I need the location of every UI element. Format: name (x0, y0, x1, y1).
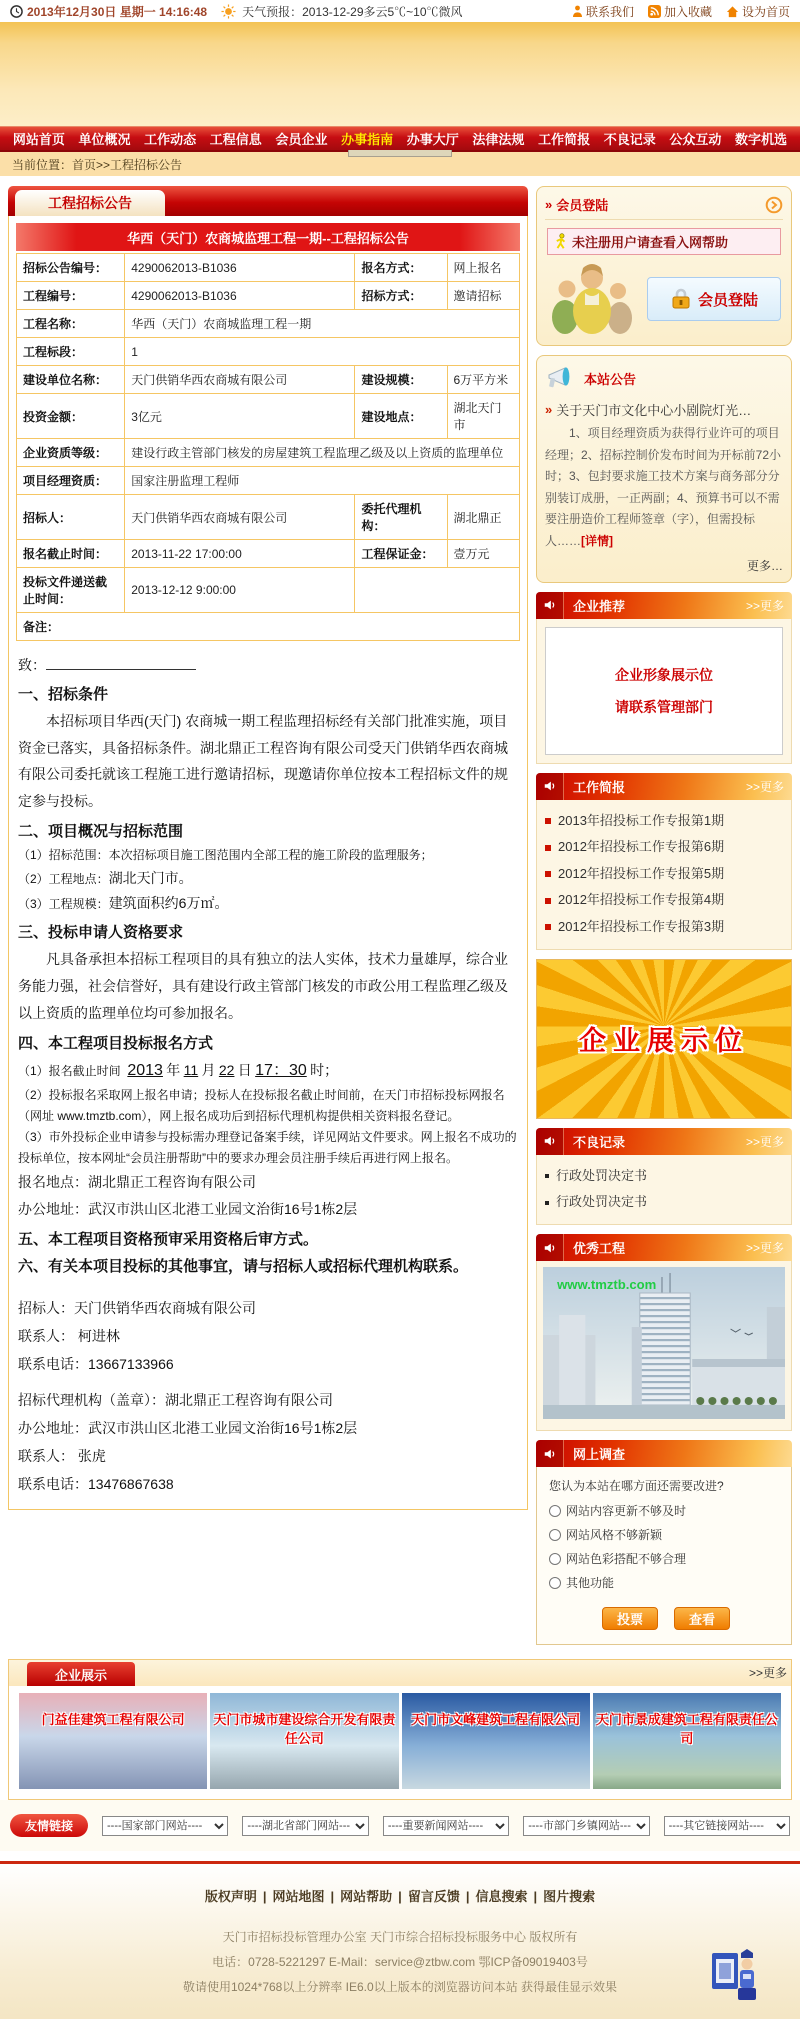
friend-link-select-national[interactable] (102, 1816, 228, 1836)
police-badge-icon[interactable] (708, 1943, 760, 2005)
nav-item-guide[interactable]: 办事指南 (341, 132, 394, 147)
survey-body (536, 1467, 792, 1645)
table-row (17, 254, 520, 282)
promo-placeholder: 企业形象展示位 请联系管理部门 (545, 627, 783, 755)
enterprise-showcase (8, 1659, 792, 1800)
footer (0, 1864, 800, 2019)
cell-value: 壹万元 (447, 540, 520, 568)
cell-value: 天门供销华西农商城有限公司 (125, 366, 355, 394)
radio-button[interactable] (549, 1553, 561, 1565)
cell-value: 网上报名 (447, 254, 520, 282)
set-homepage-link[interactable]: 设为首页 (726, 3, 790, 20)
cell-label: 投标文件递送截止时间： (17, 568, 125, 613)
excellent-projects-more-link[interactable]: >>更多 (745, 1241, 784, 1256)
detail-link[interactable]: [详情] (581, 533, 614, 548)
cell-value: 2013-12-12 9:00:00 (125, 568, 355, 613)
list-item[interactable]: 行政处罚决定书 (545, 1163, 783, 1190)
table-row (17, 282, 520, 310)
survey-section (536, 1440, 792, 1645)
breadcrumb: 当前位置：首页>>工程招标公告 (0, 152, 800, 176)
excellent-projects-header (536, 1234, 792, 1261)
contact-line: 联系电话：13476867638 (18, 1476, 174, 1493)
bad-records-header (536, 1128, 792, 1155)
excellent-projects-title: 优秀工程 (573, 1241, 626, 1257)
running-man-icon (553, 233, 568, 250)
view-results-button[interactable]: 查看 (674, 1607, 730, 1630)
cell-label: 建设单位名称： (17, 366, 125, 394)
nav-item-news[interactable]: 工作动态 (144, 132, 197, 147)
briefing-title: 工作简报 (573, 779, 626, 795)
speaker-icon (536, 773, 564, 800)
table-row (17, 439, 520, 467)
paragraph: 本招标项目华西(天门) 农商城一期工程监理招标经有关部门批准实施，项目资金已落实，具备招标条件。湖北鼎正工程咨询有限公司受天门供销华西农商城有限公司委托就该工程施工进行邀请招标，现邀请你单位按本工程招标文件的规定参与投标。 (18, 713, 508, 809)
speaker-icon (536, 1234, 564, 1261)
contact-icon (572, 5, 583, 18)
megaphone-icon (545, 364, 577, 392)
cell-value: 天门供销华西农商城有限公司 (125, 495, 355, 540)
notice-panel-body (8, 216, 528, 1510)
table-row (17, 495, 520, 540)
bad-records-section (536, 1128, 792, 1225)
cell-value: 建设行政主管部门核发的房屋建筑工程监理乙级及以上资质的监理单位 (125, 439, 520, 467)
bullet-icon (545, 1174, 549, 1178)
bullet-icon (545, 818, 551, 824)
speaker-icon (536, 592, 564, 619)
contact-line: 招标代理机构（盖章）：湖北鼎正工程咨询有限公司 (18, 1392, 333, 1409)
showcase-tab: 企业展示 (27, 1662, 135, 1686)
cell-value: 4290062013-B1036 (125, 282, 355, 310)
cell-label: 工程保证金： (355, 540, 447, 568)
friend-links-label: 友情链接 (10, 1814, 88, 1837)
table-row (17, 613, 520, 641)
table-row (17, 394, 520, 439)
notice-panel-tab: 工程招标公告 (15, 190, 165, 216)
members-illustration (547, 263, 639, 335)
sub-item: （3）工程规模：建筑面积约6万㎡。 (18, 894, 229, 911)
cell-value: 1 (125, 338, 520, 366)
register-help-link[interactable]: 未注册用户请查看入网帮助 (547, 228, 781, 255)
nav-item-projects[interactable]: 工程信息 (209, 132, 262, 147)
cell-label: 报名截止时间： (17, 540, 125, 568)
bullet-icon (545, 898, 551, 904)
cell-empty (355, 568, 520, 613)
section-heading: 三、投标申请人资格要求 (18, 924, 184, 942)
survey-option[interactable]: 网站风格不够新颖 (549, 1526, 783, 1543)
cell-label: 工程名称： (17, 310, 125, 338)
contact-line: 招标人：天门供销华西农商城有限公司 (18, 1300, 256, 1317)
cell-label: 委托代理机构： (355, 495, 447, 540)
speaker-icon (536, 1128, 564, 1155)
list-item[interactable]: 行政处罚决定书 (545, 1189, 783, 1216)
footer-link-sitemap[interactable]: 网站地图 (272, 1889, 325, 1905)
excellent-projects-section (536, 1234, 792, 1431)
survey-option[interactable]: 其他功能 (549, 1574, 783, 1591)
announcement-body: 1、项目经理资质为获得行业许可的项目经理；2、招标控制价发布时间为开标前72小时；3、包封要求施工技术方案与商务部分分别装订成册，一正两副；4、预算书可以不需要注册造价工程师签章（字），但需投标人……[详情] (545, 426, 782, 548)
nav-item-interaction[interactable]: 公众互动 (669, 132, 722, 147)
cell-label: 招标人： (17, 495, 125, 540)
bad-records-title: 不良记录 (573, 1134, 626, 1150)
announcement-more-link[interactable]: 更多… (746, 558, 783, 573)
company-banner[interactable]: 天门市文峰建筑工程有限公司 (402, 1693, 590, 1789)
footer-link-copyright[interactable]: 版权声明 (204, 1889, 257, 1905)
promo-body (536, 619, 792, 764)
notice-body (16, 641, 520, 1502)
cell-label: 备注： (17, 613, 520, 641)
company-banner[interactable]: 天门市景成建筑工程有限责任公司 (593, 1693, 781, 1789)
nav-item-digital[interactable]: 数字机选 (735, 132, 788, 147)
friend-link-select-news[interactable] (383, 1816, 509, 1836)
bullet-icon (545, 871, 551, 877)
paragraph: 凡具备承担本招标工程项目的具有独立的法人实体，技术力量雄厚，综合业务能力强，社会信誉好，具有建设行政主管部门核发的市政公用工程监理乙级及以上资质的监理单位均可参加报名。 (18, 951, 508, 1021)
speaker-icon (536, 1440, 564, 1467)
ad-banner[interactable]: 企业展示位 (536, 959, 792, 1119)
cell-value: 2013-11-22 17:00:00 (125, 540, 355, 568)
survey-option[interactable]: 网站内容更新不够及时 (549, 1502, 783, 1519)
bullet-icon (545, 924, 551, 930)
notice-table (16, 253, 520, 641)
footer-copyright: 天门市招标投标管理办公室 天门市综合招标投标服务中心 版权所有 (222, 1930, 578, 1945)
contact-line: 联系电话：13667133966 (18, 1356, 174, 1373)
site-announcement-title: 本站公告 (584, 371, 637, 387)
nav-item-hall[interactable]: 办事大厅 (406, 132, 459, 147)
friend-link-select-other[interactable] (664, 1816, 790, 1836)
cell-label: 工程编号： (17, 282, 125, 310)
current-datetime: 2013年12月30日 星期一 14:16:48 (27, 4, 208, 19)
bad-records-body (536, 1155, 792, 1225)
notice-title: 华西（天门）农商城监理工程一期--工程招标公告 (16, 223, 520, 251)
add-favorite-link[interactable]: 加入收藏 (648, 3, 712, 20)
member-login-header: » 会员登陆 (545, 195, 783, 220)
promo-more-link[interactable]: >>更多 (745, 598, 784, 613)
footer-contact: 电话：0728-5221297 E-Mail：service@ztbw.com 鄂ICP备09019403号 (212, 1955, 588, 1970)
briefing-section (536, 773, 792, 950)
login-row (545, 261, 783, 337)
vote-button[interactable]: 投票 (602, 1607, 658, 1630)
nav-item-laws[interactable]: 法律法规 (472, 132, 525, 147)
friend-link-select-province[interactable] (242, 1816, 368, 1836)
briefing-body (536, 800, 792, 950)
arrow-circle-icon[interactable] (765, 196, 783, 214)
briefing-more-link[interactable]: >>更多 (745, 779, 784, 794)
radio-button[interactable] (549, 1577, 561, 1589)
cell-label: 建设地点： (355, 394, 447, 439)
excellent-project-image[interactable] (536, 1261, 792, 1431)
salutation: 致： (18, 655, 518, 675)
showcase-header (9, 1660, 791, 1686)
promo-header (536, 592, 792, 619)
announcement-link[interactable]: » 关于天门市文化中心小剧院灯光… (545, 402, 752, 418)
showcase-more-link[interactable]: >>更多 (748, 1666, 787, 1681)
cell-label: 工程标段： (17, 338, 125, 366)
address-line: 办公地址：武汉市洪山区北港工业园文治街16号1栋2层 (18, 1200, 358, 1217)
company-banner[interactable]: 门益佳建筑工程有限公司 (19, 1693, 207, 1789)
site-announcement-box (536, 355, 792, 583)
section-heading: 四、本工程项目投标报名方式 (18, 1035, 214, 1053)
cell-value: 华西（天门）农商城监理工程一期 (125, 310, 520, 338)
cell-label: 项目经理资质： (17, 467, 125, 495)
nav-item-bad-records[interactable]: 不良记录 (603, 132, 656, 147)
cell-value: 国家注册监理工程师 (125, 467, 520, 495)
section-heading: 六、有关本项目投标的其他事宜，请与招标人或招标代理机构联系。 (18, 1258, 469, 1276)
cell-label: 建设规模： (355, 366, 447, 394)
cell-value: 湖北天门市 (447, 394, 520, 439)
table-row (17, 467, 520, 495)
sun-icon (221, 4, 236, 19)
cell-label: 招标公告编号： (17, 254, 125, 282)
promo-title: 企业推荐 (573, 598, 626, 614)
cell-label: 投资金额： (17, 394, 125, 439)
list-item[interactable]: 2012年招投标工作专报第3期 (545, 914, 783, 941)
member-login-box (536, 186, 792, 346)
footer-link-image-search[interactable]: 图片搜索 (543, 1889, 596, 1905)
cell-value: 邀请招标 (447, 282, 520, 310)
home-icon (726, 5, 739, 18)
site-banner (0, 22, 800, 126)
table-row (17, 540, 520, 568)
top-utility-bar (0, 0, 800, 22)
cell-value: 4290062013-B1036 (125, 254, 355, 282)
survey-header (536, 1440, 792, 1467)
contact-line: 办公地址：武汉市洪山区北港工业园文治街16号1栋2层 (18, 1420, 358, 1437)
footer-links: 版权声明 | 网站地图 | 网站帮助 | 留言反馈 | 信息搜索 | 图片搜索 (204, 1889, 596, 1905)
radio-button[interactable] (549, 1505, 561, 1517)
table-row (17, 366, 520, 394)
bullet-icon (545, 845, 551, 851)
list-item[interactable]: 2013年招投标工作专报第1期 (545, 808, 783, 835)
salutation-blank (46, 656, 196, 670)
footer-link-info-search[interactable]: 信息搜索 (475, 1889, 528, 1905)
nav-item-members[interactable]: 会员企业 (275, 132, 328, 147)
sub-item: （2）投标报名采取网上报名申请；投标人在投标报名截止时间前，在天门市招标投标网报名（网址 www.tmztb.com），网上报名成功后到招标代理机构提供相关资料报名登记。 (18, 1088, 505, 1124)
radio-button[interactable] (549, 1529, 561, 1541)
cell-value: 3亿元 (125, 394, 355, 439)
bullet-icon (545, 1201, 549, 1205)
footer-browser-note: 敬请使用1024*768以上分辨率 IE6.0以上版本的浏览器访问本站 获得最佳显示效果 (182, 1980, 618, 1995)
contact-line: 联系人： 柯进林 (18, 1328, 120, 1345)
cell-label: 企业资质等级： (17, 439, 125, 467)
rss-icon (648, 5, 661, 18)
nav-item-about[interactable]: 单位概况 (78, 132, 131, 147)
table-row (17, 310, 520, 338)
table-row (17, 568, 520, 613)
section-heading: 一、招标条件 (18, 686, 109, 703)
sub-item: （1）招标范围：本次招标项目施工图范围内全部工程的施工阶段的监理服务； (18, 848, 433, 863)
friend-link-select-township[interactable] (523, 1816, 649, 1836)
briefing-header (536, 773, 792, 800)
nav-item-home[interactable]: 网站首页 (12, 132, 65, 147)
promo-section (536, 592, 792, 764)
list-item[interactable]: 2012年招投标工作专报第5期 (545, 861, 783, 888)
main-content (0, 176, 800, 1655)
clock-icon (10, 5, 23, 18)
list-item[interactable]: 2012年招投标工作专报第4期 (545, 887, 783, 914)
footer-link-feedback[interactable]: 留言反馈 (407, 1889, 460, 1905)
contact-line: 联系人： 张虎 (18, 1448, 106, 1465)
member-login-button[interactable]: 会员登陆 (647, 277, 781, 321)
showcase-banners (9, 1686, 791, 1799)
cell-label: 招标方式： (355, 282, 447, 310)
survey-question: 您认为本站在哪方面还需要改进? (549, 1479, 724, 1494)
bad-records-more-link[interactable]: >>更多 (745, 1134, 784, 1149)
footer-link-help[interactable]: 网站帮助 (340, 1889, 393, 1905)
contact-us-link[interactable]: 联系我们 (572, 3, 634, 20)
lock-icon (670, 287, 692, 311)
main-nav (0, 126, 800, 152)
cell-value: 湖北鼎正 (447, 495, 520, 540)
list-item[interactable]: 2012年招投标工作专报第6期 (545, 834, 783, 861)
sub-item-deadline: （1）报名截止时间 2013 年 11 月 22 日 17：30 时； (18, 1062, 339, 1080)
company-banner[interactable]: 天门市城市建设综合开发有限责任公司 (210, 1693, 398, 1789)
nav-dropdown-remnant (348, 150, 452, 157)
sidebar (536, 186, 792, 1645)
image-watermark: www.tmztb.com (557, 1277, 657, 1293)
section-heading: 五、本工程项目资格预审采用资格后审方式。 (18, 1231, 319, 1249)
friend-links-bar (0, 1800, 800, 1851)
sub-item: （3）市外投标企业申请参与投标需办理登记备案手续，详见网站文件要求。网上报名不成功的投标单位，按本网址“会员注册帮助”中的要求办理会员注册手续后再进行网上报名。 (18, 1130, 517, 1166)
address-line: 报名地点：湖北鼎正工程咨询有限公司 (18, 1174, 256, 1191)
nav-item-briefing[interactable]: 工作简报 (538, 132, 591, 147)
section-heading: 二、项目概况与招标范围 (18, 823, 184, 841)
weather-forecast: 天气预报：2013-12-29多云5℃~10℃微风 (242, 4, 463, 19)
notice-panel (8, 186, 528, 1510)
contact-block (18, 1294, 518, 1498)
member-login-title: 会员登陆 (556, 198, 609, 213)
cell-value: 6万平方米 (447, 366, 520, 394)
cell-label: 报名方式： (355, 254, 447, 282)
survey-title: 网上调查 (573, 1447, 626, 1463)
table-row (17, 338, 520, 366)
sub-item: （2）工程地点：湖北天门市。 (18, 870, 193, 887)
survey-option[interactable]: 网站色彩搭配不够合理 (549, 1550, 783, 1567)
notice-panel-header (8, 186, 528, 216)
